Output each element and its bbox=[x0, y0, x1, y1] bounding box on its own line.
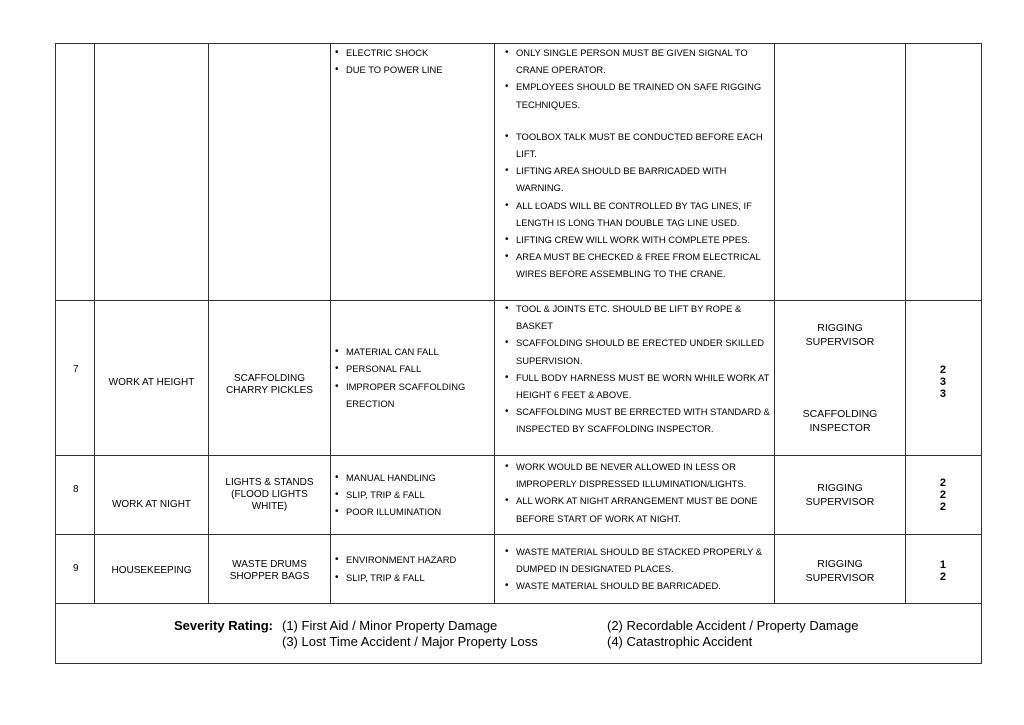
hazard-item: • SLIP, TRIP & FALL bbox=[335, 486, 441, 503]
hazard-item: • PERSONAL FALL bbox=[335, 360, 493, 377]
hazards-cell bbox=[335, 455, 493, 534]
control-item: • FULL BODY HARNESS MUST BE WORN WHILE WORK AT HEIGHT 6 FEET & ABOVE. bbox=[505, 369, 773, 403]
hazard-list bbox=[335, 551, 456, 585]
activity-text: WORK AT HEIGHT bbox=[108, 376, 195, 388]
row-number bbox=[56, 484, 94, 496]
control-item: • WASTE MATERIAL SHOULD BE BARRICADED. bbox=[505, 577, 773, 594]
equipment-cell bbox=[209, 455, 330, 534]
severity-value: 3 bbox=[939, 387, 946, 400]
severity-rating-1: (1) First Aid / Minor Property Damage bbox=[282, 618, 498, 633]
control-item: • LIFTING CREW WILL WORK WITH COMPLETE PPES. bbox=[505, 231, 773, 248]
control-item: • WORK WOULD BE NEVER ALLOWED IN LESS OR IMPROPERLY DISPRESSED ILLUMINATION/LIGHTS. bbox=[505, 458, 773, 492]
hazard-list bbox=[335, 44, 443, 78]
severity-value: 3 bbox=[939, 375, 946, 388]
controls-cell bbox=[505, 44, 773, 283]
hazard-list bbox=[335, 469, 441, 521]
severity-legend bbox=[56, 603, 981, 663]
responsible-line: SUPERVISOR bbox=[805, 336, 875, 348]
equipment-cell bbox=[209, 534, 330, 603]
equipment-line: WHITE) bbox=[251, 500, 288, 512]
responsible-line: INSPECTOR bbox=[809, 422, 871, 434]
control-item: • SCAFFOLDING SHOULD BE ERECTED UNDER SKILLED SUPERVISION. bbox=[505, 334, 773, 368]
severity-value: 2 bbox=[939, 476, 946, 489]
severity-cell bbox=[906, 455, 981, 534]
activity-cell bbox=[95, 300, 208, 455]
responsible-cell bbox=[775, 534, 905, 603]
equipment-line: LIGHTS & STANDS bbox=[225, 476, 314, 488]
equipment-line: SHOPPER BAGS bbox=[229, 570, 310, 582]
responsible-cell bbox=[775, 455, 905, 534]
hazard-item: • ELECTRIC SHOCK bbox=[335, 44, 443, 61]
activity-text: HOUSEKEEPING bbox=[111, 564, 192, 576]
equipment-cell bbox=[209, 300, 330, 455]
equipment-line: (FLOOD LIGHTS bbox=[231, 488, 308, 500]
activity-cell bbox=[95, 534, 208, 603]
responsible-line: SCAFFOLDING bbox=[802, 408, 878, 420]
hazards-cell bbox=[335, 300, 493, 455]
activity-text: WORK AT NIGHT bbox=[111, 498, 192, 510]
row-number bbox=[56, 364, 94, 376]
responsible-cell bbox=[775, 407, 905, 435]
control-list bbox=[505, 543, 773, 595]
hazard-item: • MATERIAL CAN FALL bbox=[335, 343, 493, 360]
row-number bbox=[56, 563, 94, 575]
control-item: • SCAFFOLDING MUST BE ERRECTED WITH STANDARD & INSPECTED BY SCAFFOLDING INSPECTOR. bbox=[505, 403, 773, 437]
control-item: • ALL LOADS WILL BE CONTROLLED BY TAG LINES, IF LENGTH IS LONG THAN DOUBLE TAG LINE USED. bbox=[505, 197, 773, 231]
control-item: • WASTE MATERIAL SHOULD BE STACKED PROPERLY & DUMPED IN DESIGNATED PLACES. bbox=[505, 543, 773, 577]
col-divider bbox=[330, 44, 331, 603]
controls-cell bbox=[505, 300, 773, 455]
hazard-item: • ENVIRONMENT HAZARD bbox=[335, 551, 456, 568]
responsible-cell bbox=[775, 321, 905, 349]
severity-cell bbox=[906, 300, 981, 455]
control-item: • AREA MUST BE CHECKED & FREE FROM ELECTRICAL WIRES BEFORE ASSEMBLING TO THE CRANE. bbox=[505, 248, 773, 282]
row-number-text: 9 bbox=[73, 563, 79, 574]
severity-value: 2 bbox=[939, 570, 946, 583]
severity-label: Severity Rating: bbox=[174, 618, 273, 633]
hazard-table bbox=[55, 43, 982, 664]
hazard-item: • DUE TO POWER LINE bbox=[335, 61, 443, 78]
control-item: • ONLY SINGLE PERSON MUST BE GIVEN SIGNAL TO CRANE OPERATOR. bbox=[505, 44, 773, 78]
row-number-text: 7 bbox=[73, 364, 79, 375]
control-item: • LIFTING AREA SHOULD BE BARRICADED WITH WARNING. bbox=[505, 162, 773, 196]
responsible-line: RIGGING bbox=[817, 557, 863, 570]
severity-value: 2 bbox=[939, 363, 946, 376]
col-divider bbox=[494, 44, 495, 603]
equipment-line: SCAFFOLDING bbox=[233, 372, 306, 384]
control-list bbox=[505, 44, 773, 113]
severity-cell bbox=[906, 534, 981, 603]
responsible-line: RIGGING bbox=[817, 322, 863, 334]
responsible-line: RIGGING bbox=[817, 481, 863, 494]
responsible-line: SUPERVISOR bbox=[805, 571, 875, 584]
hazard-item: • IMPROPER SCAFFOLDING ERECTION bbox=[335, 378, 493, 412]
row-number-text: 8 bbox=[73, 484, 79, 495]
control-list bbox=[505, 458, 773, 527]
hazard-item: • MANUAL HANDLING bbox=[335, 469, 441, 486]
severity-value: 2 bbox=[939, 488, 946, 501]
responsible-line: SUPERVISOR bbox=[805, 495, 875, 508]
control-list bbox=[505, 300, 773, 438]
hazard-item: • POOR ILLUMINATION bbox=[335, 503, 441, 520]
hazards-cell bbox=[335, 44, 493, 78]
control-item: • ALL WORK AT NIGHT ARRANGEMENT MUST BE DONE BEFORE START OF WORK AT NIGHT. bbox=[505, 492, 773, 526]
severity-rating-3: (3) Lost Time Accident / Major Property Loss bbox=[282, 634, 538, 649]
controls-cell bbox=[505, 534, 773, 603]
control-item: • EMPLOYEES SHOULD BE TRAINED ON SAFE RIGGING TECHNIQUES. bbox=[505, 78, 773, 112]
hazards-cell bbox=[335, 534, 493, 603]
severity-value: 2 bbox=[939, 500, 946, 513]
hazard-item: • SLIP, TRIP & FALL bbox=[335, 569, 456, 586]
severity-rating-4: (4) Catastrophic Accident bbox=[607, 634, 753, 649]
control-item: • TOOLBOX TALK MUST BE CONDUCTED BEFORE EACH LIFT. bbox=[505, 128, 773, 162]
hazard-list bbox=[335, 343, 493, 412]
control-list bbox=[505, 128, 773, 283]
severity-value: 1 bbox=[939, 558, 946, 571]
equipment-line: CHARRY PICKLES bbox=[226, 384, 313, 396]
control-item: • TOOL & JOINTS ETC. SHOULD BE LIFT BY ROPE & BASKET bbox=[505, 300, 773, 334]
activity-cell bbox=[95, 455, 208, 534]
controls-cell bbox=[505, 458, 773, 533]
equipment-line: WASTE DRUMS bbox=[232, 558, 307, 570]
severity-rating-2: (2) Recordable Accident / Property Damage bbox=[607, 618, 859, 633]
